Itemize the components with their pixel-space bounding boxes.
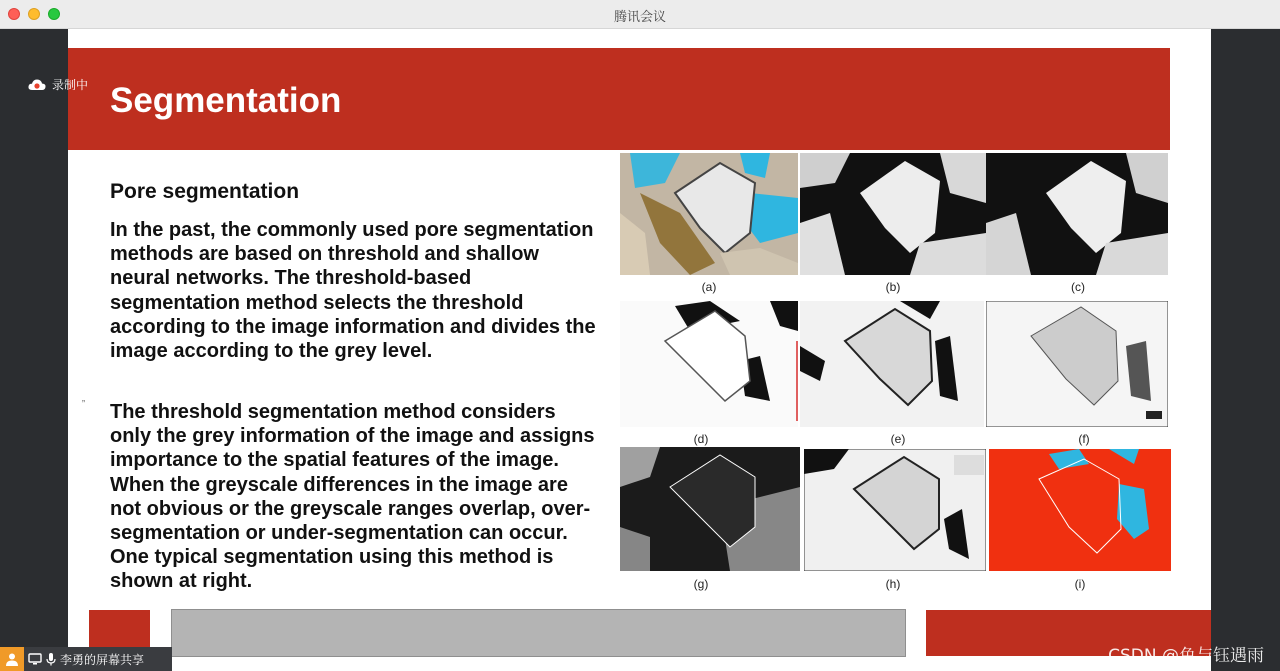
figure-caption-h: (h) (885, 577, 901, 591)
figure-panel-a (620, 153, 798, 275)
binary-image-b (800, 153, 986, 275)
cloud-record-icon (28, 78, 46, 92)
figure-panel-d (620, 301, 798, 427)
figure-panel-g (620, 447, 800, 571)
user-icon (0, 647, 24, 671)
figure-panel-e (800, 301, 984, 427)
microphone-icon (46, 652, 56, 666)
binary-image-d (620, 301, 798, 427)
segmented-image-i (989, 449, 1171, 571)
figure-caption-b: (b) (885, 280, 901, 294)
binary-image-h (804, 449, 986, 571)
slide-paragraph-2: The threshold segmentation method considers only the grey information of the image and assigns importance to the spatial features of the image. When the greyscale differences in the image are not obvious or the greyscale ranges overlap, over-segmentation or under-segmentation can occur. One typical segmentation using this method is shown at right. (110, 401, 595, 593)
figure-caption-e: (e) (890, 432, 906, 446)
slide-subheading: Pore segmentation (110, 180, 300, 203)
presentation-slide (68, 29, 1211, 671)
figure-caption-c: (c) (1071, 280, 1085, 294)
screen-share-icon (28, 652, 42, 666)
window-title: 腾讯会议 (613, 10, 666, 25)
title-bar (0, 0, 1280, 29)
figure-panel-b (800, 153, 986, 275)
figure-caption-f: (f) (1078, 432, 1090, 446)
left-margin (0, 29, 68, 671)
slide-footer-gray-bar (171, 609, 906, 657)
figure-panel-h (804, 449, 986, 571)
binary-image-e (800, 301, 984, 427)
screen-share-label: 李勇的屏幕共享 (60, 652, 145, 667)
recording-label: 录制中 (52, 78, 89, 92)
binary-image-f (986, 301, 1168, 427)
figure-panel-c (986, 153, 1168, 275)
figure-caption-d: (d) (693, 432, 709, 446)
screen-share-badge[interactable] (0, 647, 172, 671)
stray-mark: „ (82, 393, 85, 403)
figure-panel-f (986, 301, 1168, 427)
binary-image-g (620, 447, 800, 571)
figure-caption-g: (g) (693, 577, 709, 591)
thin-section-image (620, 153, 798, 275)
slide-paragraph-1: In the past, the commonly used pore segmentation methods are based on threshold and shallow neural networks. The threshold-based segmentation method selects the threshold according to the image information and divides the image according to the grey level. (110, 219, 596, 363)
recording-indicator[interactable] (28, 76, 88, 93)
slide-title: Segmentation (110, 81, 342, 120)
figure-caption-a: (a) (701, 280, 717, 294)
binary-image-c (986, 153, 1168, 275)
figure-panel-i (989, 449, 1171, 571)
csdn-watermark: CSDN @鱼与钰遇雨 (1108, 646, 1264, 666)
right-margin (1211, 29, 1280, 671)
figure-caption-i: (i) (1074, 577, 1086, 591)
